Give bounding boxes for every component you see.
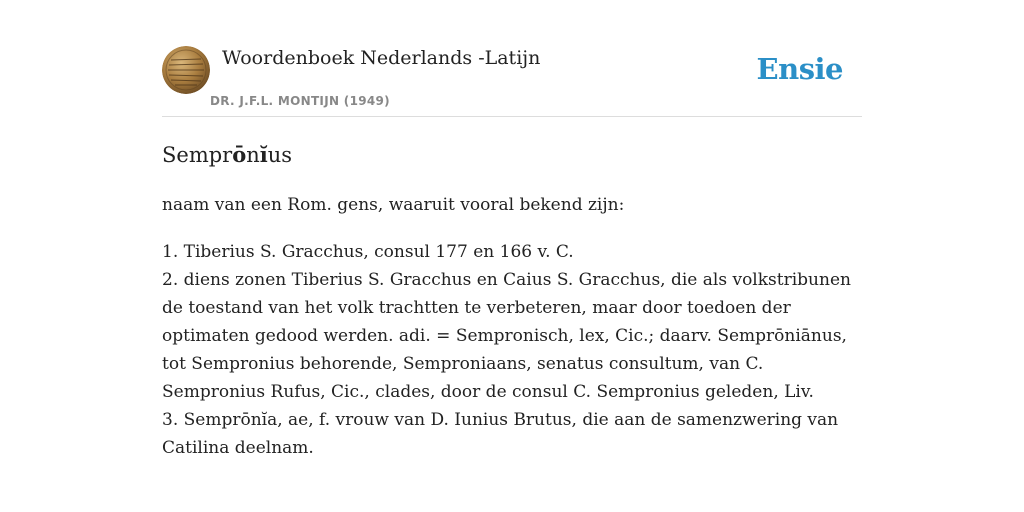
entry-intro: naam van een Rom. gens, waaruit vooral bekend zijn: [162, 195, 625, 215]
sense-list [162, 238, 862, 462]
book-title[interactable]: Woordenboek Nederlands -Latijn [222, 47, 541, 69]
sense-2: 2. diens zonen Tiberius S. Gracchus en Caius S. Gracchus, die als volkstribunen de toestand van het volk trachtten te verbeteren, maar door toedoen der optimaten gedood werden. adi. = Sempronisch, lex, Cic.; daarv. Semprōniānus, tot Sempronius behorende, Semproniaans, senatus consultum, van C. Sempronius Rufus, Cic., clades, door de consul C. Sempronius geleden, Liv. [162, 270, 851, 402]
brand-logo[interactable]: Ensie [756, 52, 843, 86]
headword-part: Sempr [162, 143, 233, 167]
headword-part: us [267, 143, 293, 167]
book-author: DR. J.F.L. MONTIJN (1949) [210, 94, 390, 108]
headword-part-long-vowel: ō [232, 142, 247, 167]
book-header [162, 46, 862, 117]
headword [162, 140, 862, 170]
coin-seal-icon[interactable] [162, 46, 210, 94]
dictionary-entry [162, 140, 862, 462]
sense-3: 3. Semprōnĭa, ae, f. vrouw van D. Iunius Brutus, die aan de samenzwering van Catilina deelnam. [162, 410, 839, 458]
headword-part-short-vowel: ĭ [259, 142, 268, 167]
sense-1: 1. Tiberius S. Gracchus, consul 177 en 166 v. C. [162, 242, 574, 262]
headword-part: n [246, 143, 260, 167]
